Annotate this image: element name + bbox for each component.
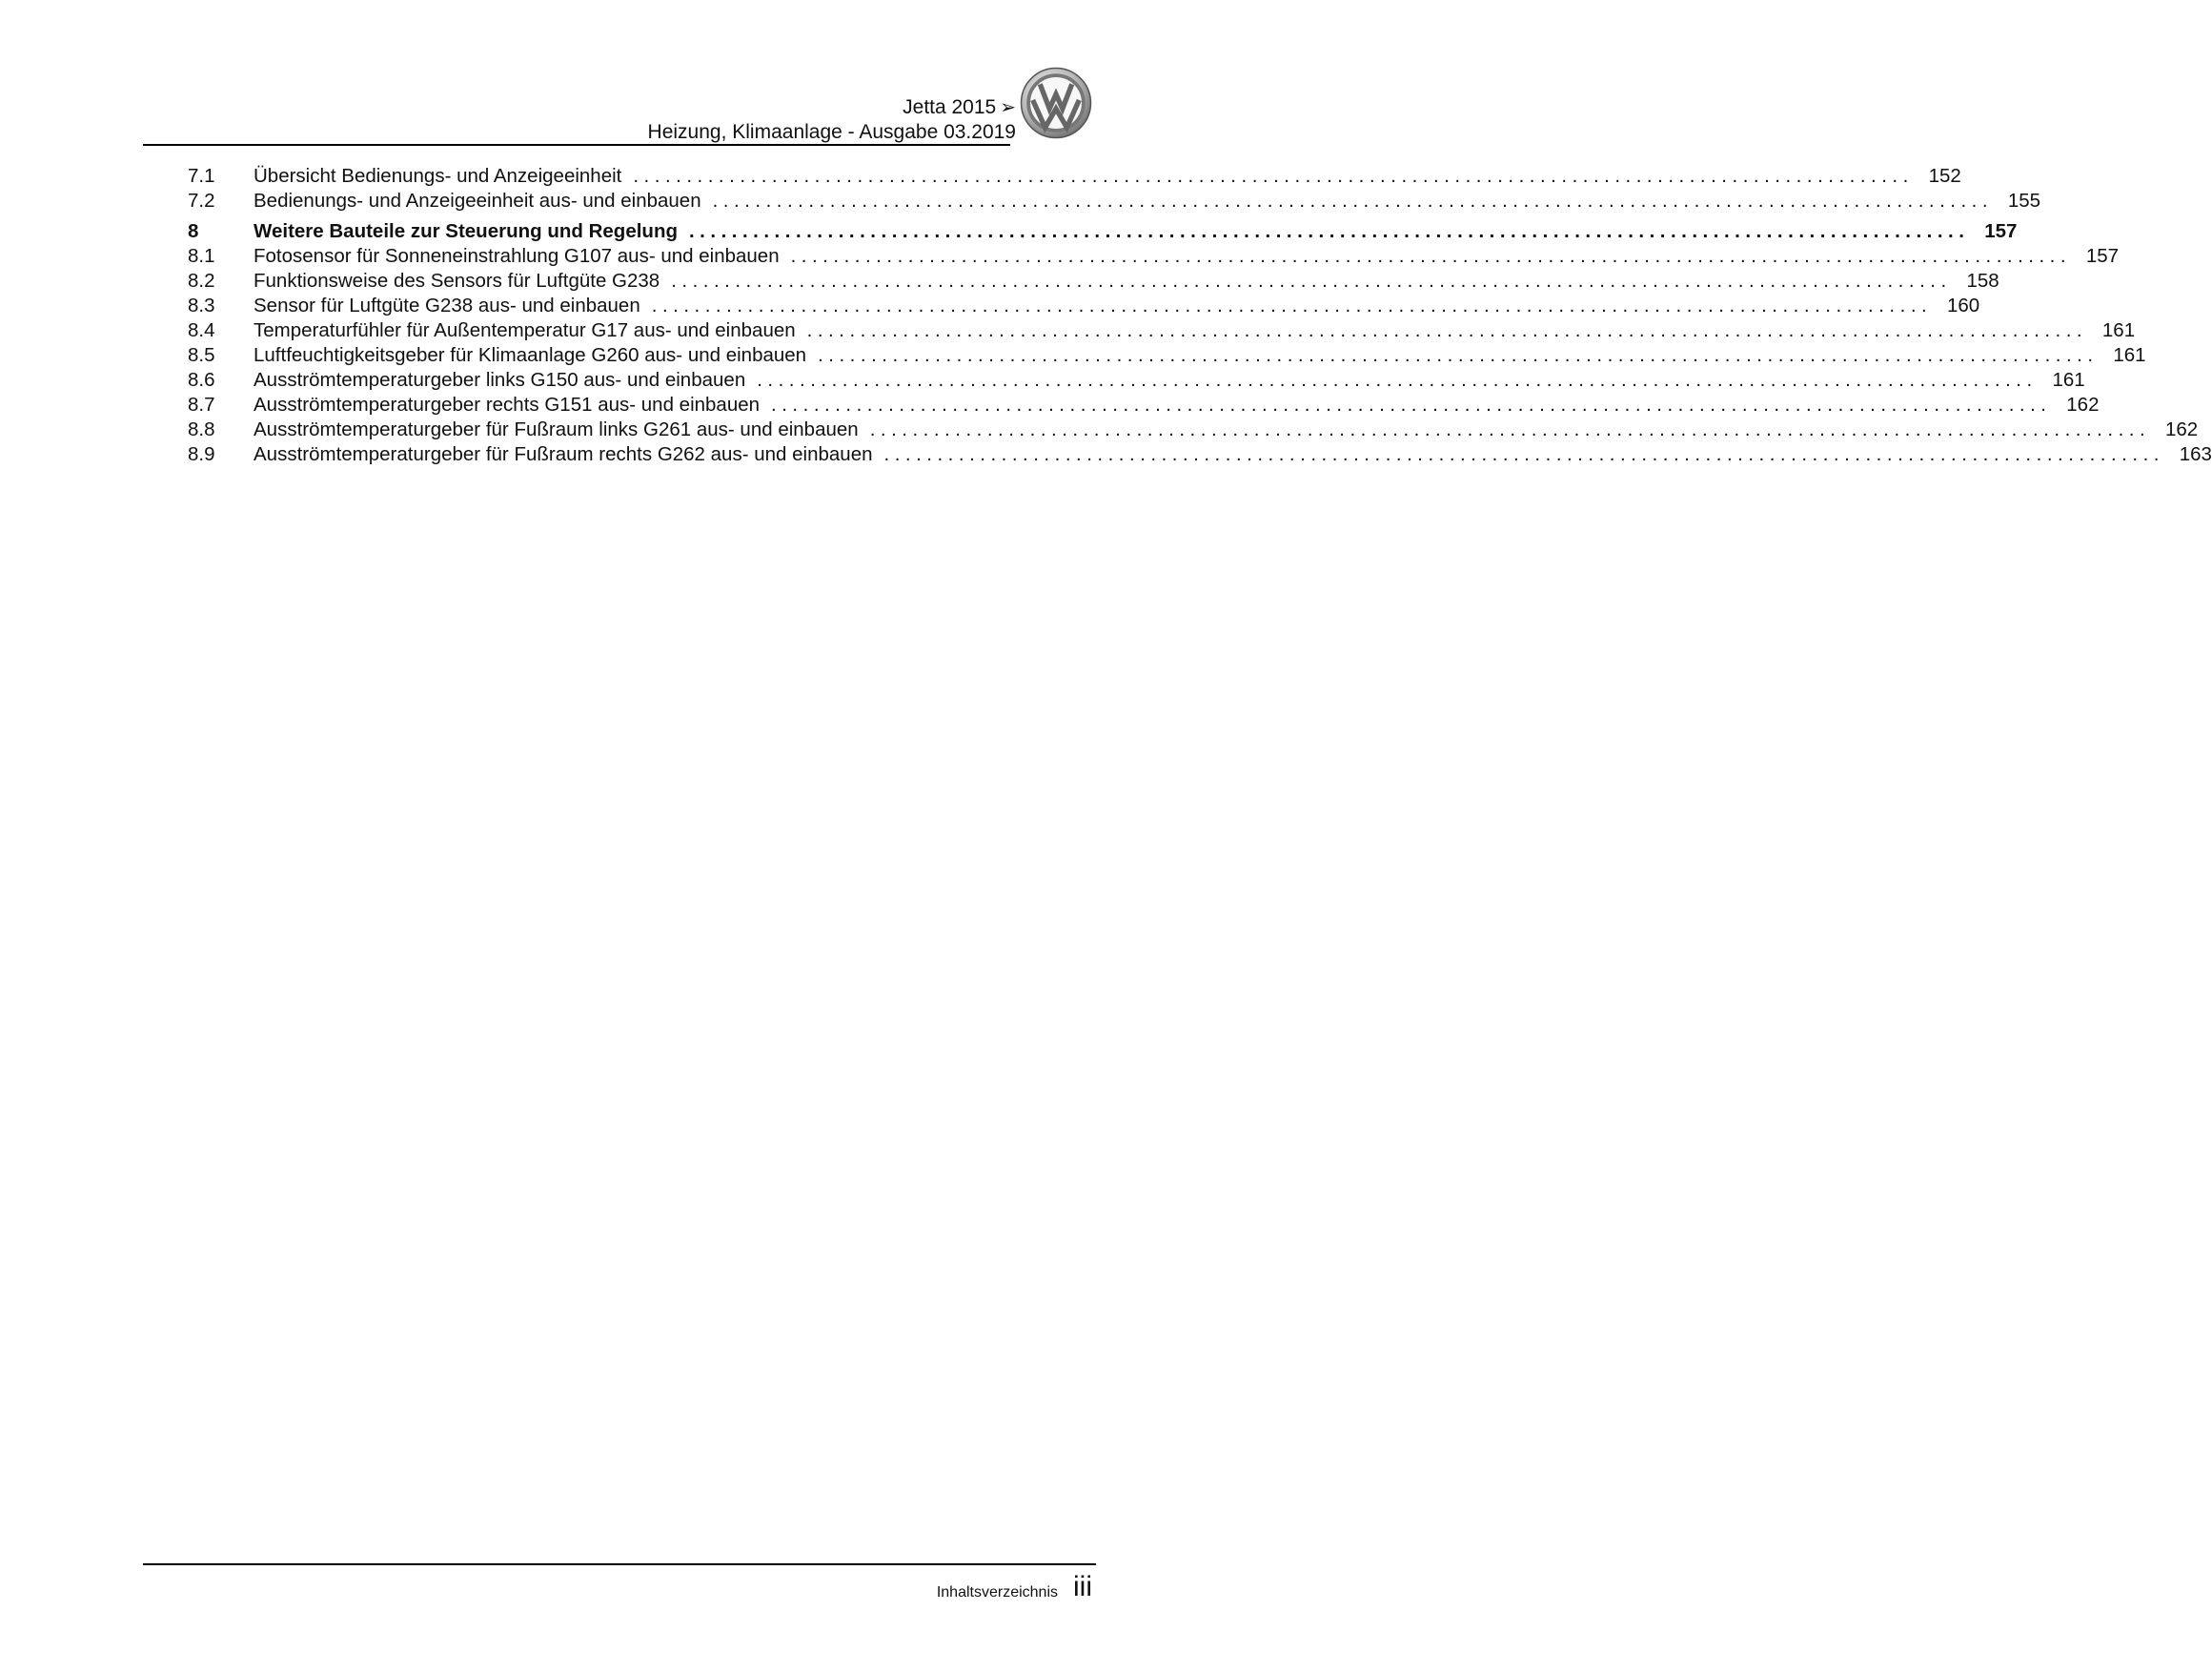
- toc-entry-page: 161: [2113, 344, 2146, 366]
- toc-dot-leader: ........................................................................................................................: [633, 165, 1914, 187]
- footer-divider: [143, 1563, 1096, 1565]
- header-subtitle: Heizung, Klimaanlage - Ausgabe 03.2019: [647, 121, 1016, 143]
- toc-entry[interactable]: [188, 244, 2120, 269]
- toc-dot-leader: ........................................................................................................................: [688, 220, 1970, 242]
- toc-entry-number: 8.2: [188, 270, 215, 292]
- toc-entry[interactable]: [188, 269, 1999, 294]
- toc-entry-number: 8.5: [188, 344, 215, 366]
- header-divider: [143, 144, 1010, 146]
- toc-entry-title: Fotosensor für Sonneneinstrahlung G107 aus- und einbauen: [254, 245, 780, 267]
- toc-dot-leader: ........................................................................................................................: [883, 443, 2164, 465]
- toc-entry-page: 160: [1947, 295, 1980, 316]
- toc-dot-leader: ........................................................................................................................: [869, 418, 2151, 440]
- toc-dot-leader: ........................................................................................................................: [806, 319, 2088, 341]
- vw-logo-icon: [1020, 67, 1092, 139]
- toc-entry-number: 8.3: [188, 295, 215, 316]
- toc-entry-title: Bedienungs- und Anzeigeeinheit aus- und einbauen: [254, 190, 701, 212]
- toc-entry-number: 8.7: [188, 394, 215, 416]
- footer-page-number: iii: [1073, 1571, 1092, 1602]
- toc-dot-leader: ........................................................................................................................: [757, 369, 2038, 391]
- toc-entry-title: Sensor für Luftgüte G238 aus- und einbauen: [254, 295, 640, 316]
- toc-entry-title: Luftfeuchtigkeitsgeber für Klimaanlage G260 aus- und einbauen: [254, 344, 807, 366]
- toc-entry-title: Ausströmtemperaturgeber für Fußraum links G261 aus- und einbauen: [254, 418, 859, 440]
- toc-entry-page: 157: [1984, 220, 2018, 242]
- toc-entry-page: 162: [2164, 418, 2199, 440]
- toc-entry-number: 7.1: [188, 165, 215, 187]
- toc-entry[interactable]: [188, 442, 2212, 467]
- toc-chapter-entry[interactable]: [188, 219, 2018, 244]
- toc-entry-page: 163: [2179, 443, 2212, 465]
- toc-entry[interactable]: [188, 368, 2085, 393]
- toc-entry-number: 8.9: [188, 443, 215, 465]
- header-model-line: [648, 95, 1016, 120]
- toc-entry[interactable]: [188, 343, 2146, 368]
- toc-entry-title: Weitere Bauteile zur Steuerung und Regelung: [254, 220, 678, 242]
- toc-entry-number: 7.2: [188, 190, 215, 212]
- toc-dot-leader: ........................................................................................................................: [712, 190, 1994, 212]
- toc-entry-number: 8.6: [188, 369, 215, 391]
- toc-entry-number: 8: [188, 220, 199, 242]
- toc-entry-title: Funktionsweise des Sensors für Luftgüte G238: [254, 270, 660, 292]
- toc-entry-page: 158: [1966, 270, 1999, 292]
- toc-entry-number: 8.4: [188, 319, 215, 341]
- toc-entry-title: Übersicht Bedienungs- und Anzeigeeinheit: [254, 165, 622, 187]
- toc-entry-page: 155: [2007, 190, 2041, 212]
- toc-entry[interactable]: [188, 393, 2100, 418]
- toc-entry-title: Temperaturfühler für Außentemperatur G17 aus- und einbauen: [254, 319, 796, 341]
- toc-entry[interactable]: [188, 418, 2199, 442]
- toc-entry-number: 8.8: [188, 418, 215, 440]
- toc-dot-leader: ........................................................................................................................: [790, 245, 2072, 267]
- toc-entry-page: 161: [2052, 369, 2085, 391]
- footer-section-label: Inhaltsverzeichnis: [936, 1584, 1058, 1601]
- toc-dot-leader: ........................................................................................................................: [818, 344, 2099, 366]
- toc-dot-leader: ........................................................................................................................: [671, 270, 1952, 292]
- toc-entry-page: 157: [2085, 245, 2120, 267]
- toc-entry-number: 8.1: [188, 245, 215, 267]
- toc-entry-title: Ausströmtemperaturgeber rechts G151 aus- und einbauen: [254, 394, 761, 416]
- toc-dot-leader: ........................................................................................................................: [771, 394, 2052, 416]
- toc-entry-page: 152: [1928, 165, 1961, 187]
- toc-entry-page: 161: [2101, 319, 2136, 341]
- toc-entry[interactable]: [188, 189, 2041, 214]
- toc-entry-title: Ausströmtemperaturgeber für Fußraum rechts G262 aus- und einbauen: [254, 443, 873, 465]
- toc-entry[interactable]: [188, 294, 1980, 318]
- toc-entry[interactable]: [188, 318, 2136, 343]
- arrow-right-icon: ➢: [1000, 97, 1016, 118]
- toc-entry-page: 162: [2066, 394, 2100, 416]
- toc-dot-leader: ........................................................................................................................: [651, 295, 1933, 316]
- page-header: [143, 67, 1096, 145]
- toc-entry[interactable]: [188, 164, 1961, 189]
- header-model: Jetta 2015: [903, 96, 997, 118]
- toc-entry-title: Ausströmtemperaturgeber links G150 aus- und einbauen: [254, 369, 746, 391]
- header-text: [648, 95, 1016, 144]
- table-of-contents: [188, 164, 2212, 467]
